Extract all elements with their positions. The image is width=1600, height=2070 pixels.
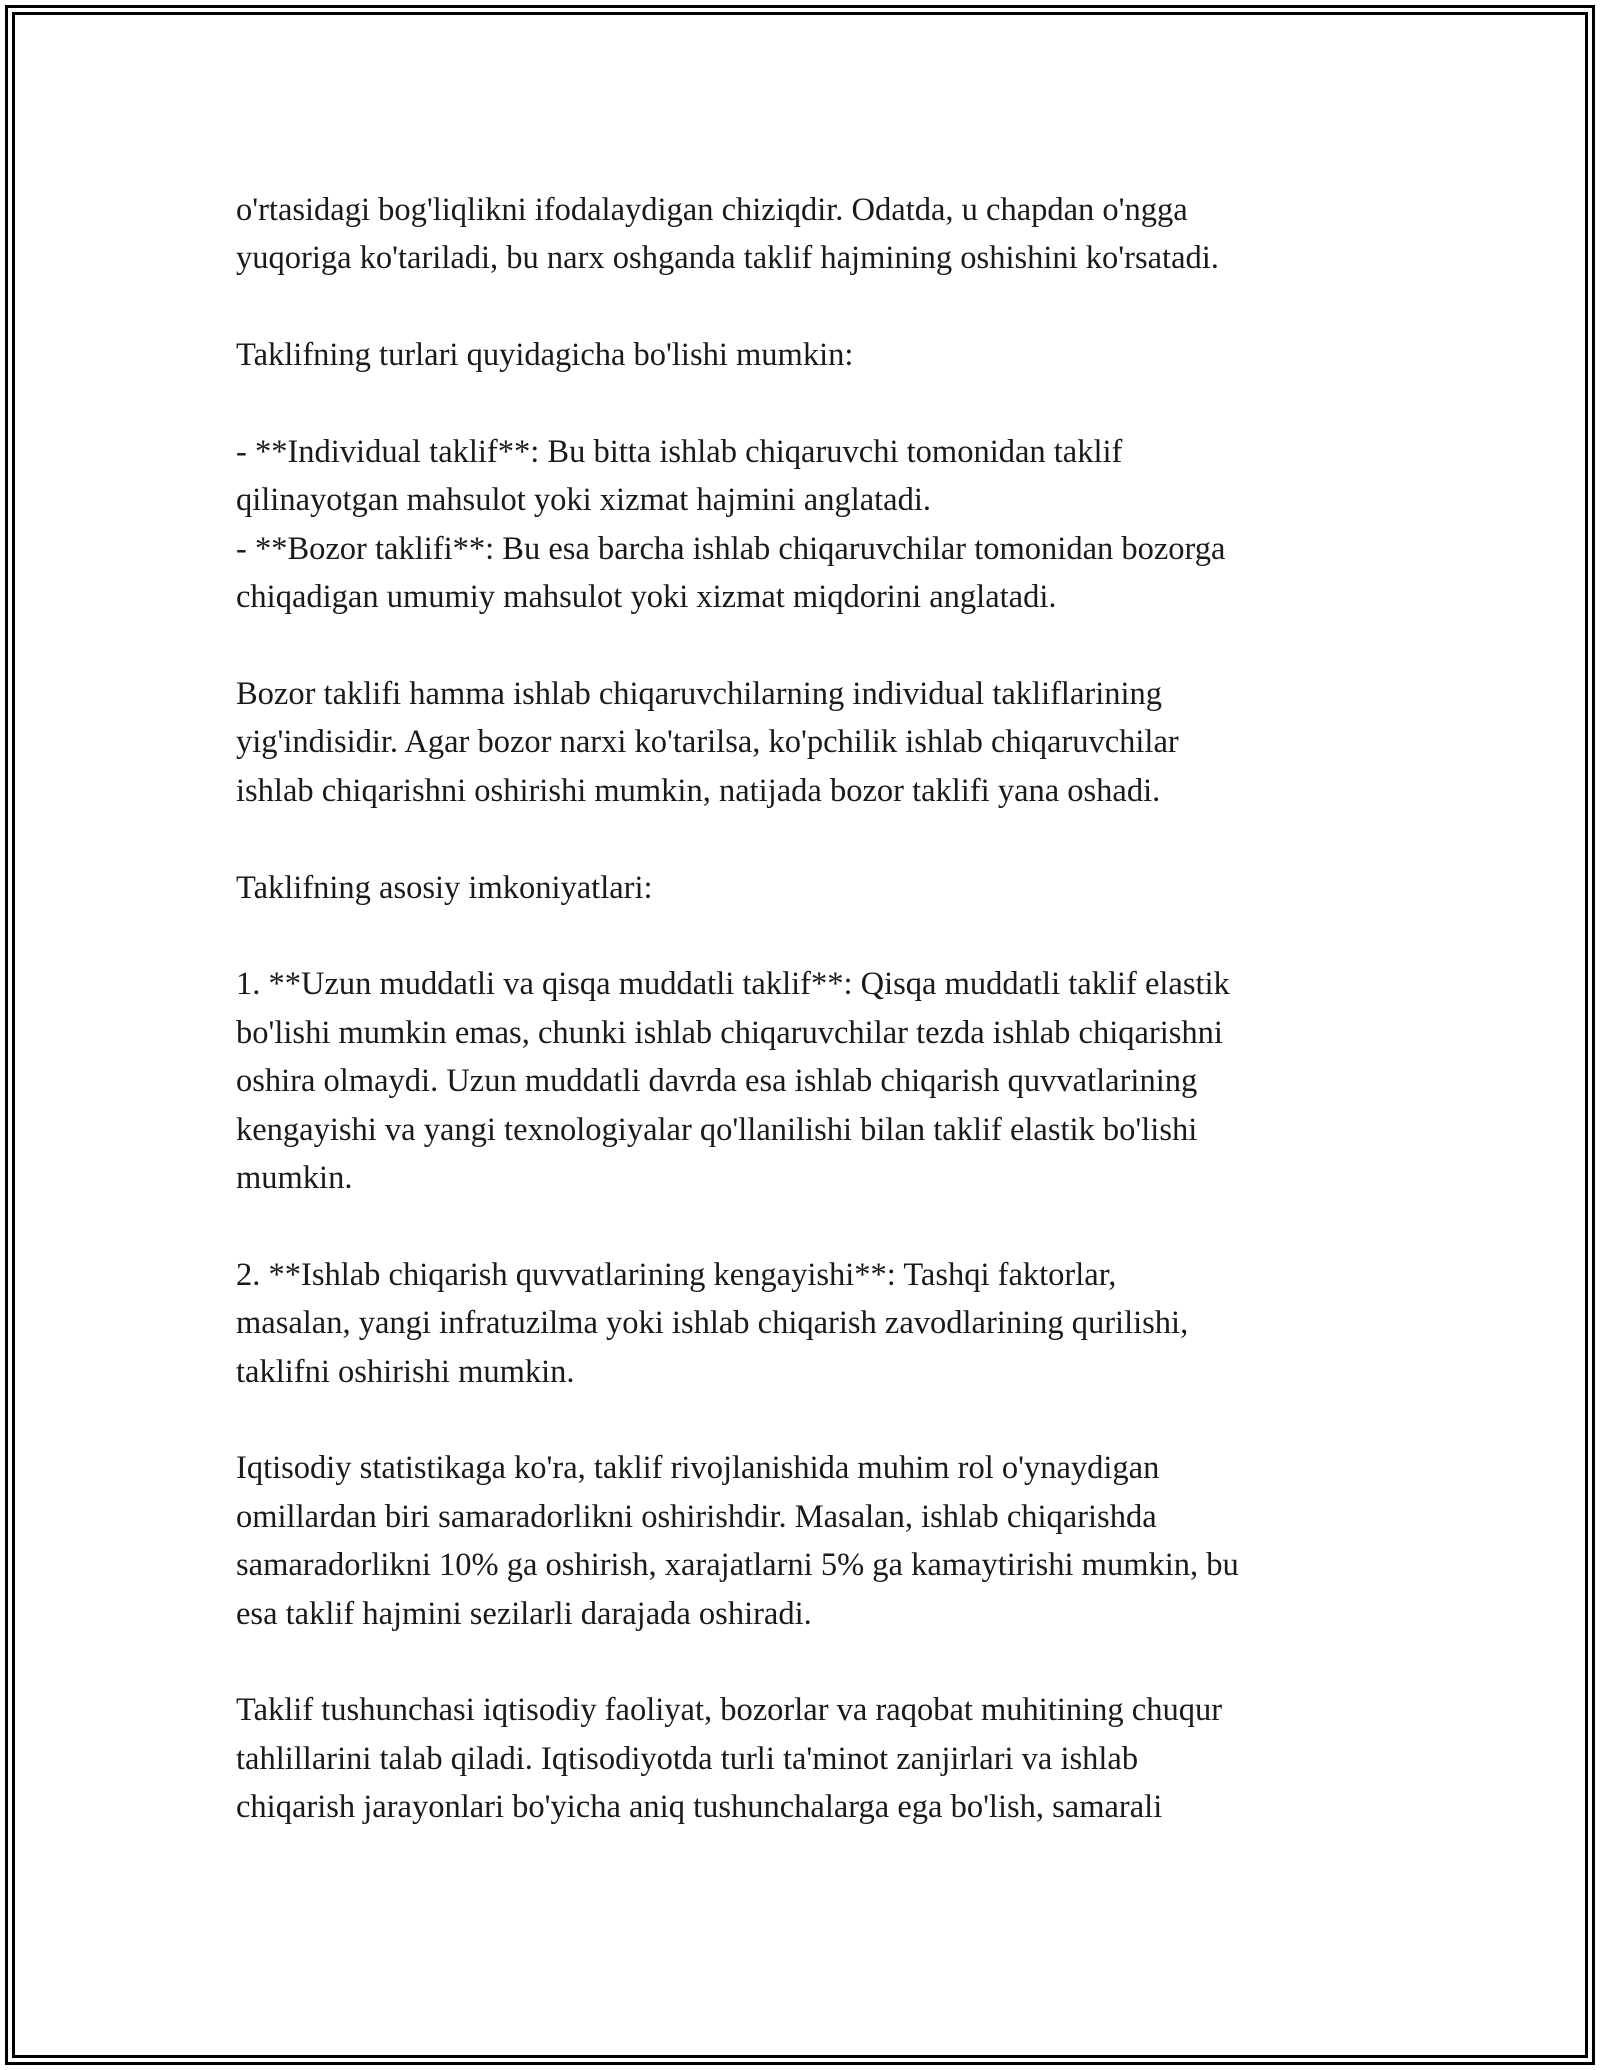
text-line: 2. **Ishlab chiqarish quvvatlarining kengayishi**: Tashqi faktorlar, [236, 1256, 1117, 1293]
paragraph [236, 1686, 1386, 1831]
document-body [236, 186, 1386, 1832]
text-line: mumkin. [236, 1160, 353, 1197]
text-line: tahlillarini talab qiladi. Iqtisodiyotda turli ta'minot zanjirlari va ishlab [236, 1740, 1139, 1777]
paragraph [236, 428, 1386, 622]
text-line: Taklifning turlari quyidagicha bo'lishi mumkin: [236, 337, 854, 374]
paragraph [236, 1444, 1386, 1638]
text-line: ishlab chiqarishni oshirishi mumkin, natijada bozor taklifi yana oshadi. [236, 772, 1161, 809]
paragraph [236, 670, 1386, 815]
text-line: chiqarish jarayonlari bo'yicha aniq tushunchalarga ega bo'lish, samarali [236, 1789, 1163, 1826]
paragraph [236, 331, 1386, 379]
text-line: qilinayotgan mahsulot yoki xizmat hajmini anglatadi. [236, 482, 932, 519]
text-line: kengayishi va yangi texnologiyalar qo'llanilishi bilan taklif elastik bo'lishi [236, 1111, 1198, 1148]
text-line: Taklif tushunchasi iqtisodiy faoliyat, bozorlar va raqobat muhitining chuqur [236, 1692, 1223, 1729]
text-line: - **Bozor taklifi**: Bu esa barcha ishlab chiqaruvchilar tomonidan bozorga [236, 530, 1226, 567]
paragraph [236, 186, 1386, 283]
paragraph [236, 1251, 1386, 1396]
text-line: taklifni oshirishi mumkin. [236, 1353, 575, 1390]
text-line: bo'lishi mumkin emas, chunki ishlab chiqaruvchilar tezda ishlab chiqarishni [236, 1014, 1223, 1051]
text-line: masalan, yangi infratuzilma yoki ishlab chiqarish zavodlarining qurilishi, [236, 1305, 1189, 1342]
text-line: esa taklif hajmini sezilarli darajada oshiradi. [236, 1595, 812, 1632]
text-line: oshira olmaydi. Uzun muddatli davrda esa ishlab chiqarish quvvatlarining [236, 1063, 1198, 1100]
text-line: samaradorlikni 10% ga oshirish, xarajatlarni 5% ga kamaytirishi mumkin, bu [236, 1547, 1239, 1584]
text-line: Bozor taklifi hamma ishlab chiqaruvchilarning individual takliflarining [236, 676, 1163, 713]
text-line: o'rtasidagi bog'liqlikni ifodalaydigan chiziqdir. Odatda, u chapdan o'ngga [236, 192, 1188, 228]
text-line: - **Individual taklif**: Bu bitta ishlab chiqaruvchi tomonidan taklif [236, 434, 1123, 470]
text-line: yig'indisidir. Agar bozor narxi ko'tarilsa, ko'pchilik ishlab chiqaruvchilar [236, 724, 1179, 761]
text-line: omillardan biri samaradorlikni oshirishdir. Masalan, ishlab chiqarishda [236, 1498, 1157, 1535]
text-line: Taklifning asosiy imkoniyatlari: [236, 869, 653, 906]
text-line: yuqoriga ko'tariladi, bu narx oshganda taklif hajmining oshishini ko'rsatadi. [236, 240, 1219, 277]
paragraph [236, 960, 1386, 1202]
text-line: chiqadigan umumiy mahsulot yoki xizmat miqdorini anglatadi. [236, 579, 1057, 616]
text-line: Iqtisodiy statistikaga ko'ra, taklif rivojlanishida muhim rol o'ynaydigan [236, 1450, 1160, 1487]
paragraph [236, 864, 1386, 912]
text-line: 1. **Uzun muddatli va qisqa muddatli taklif**: Qisqa muddatli taklif elastik [236, 966, 1230, 1003]
